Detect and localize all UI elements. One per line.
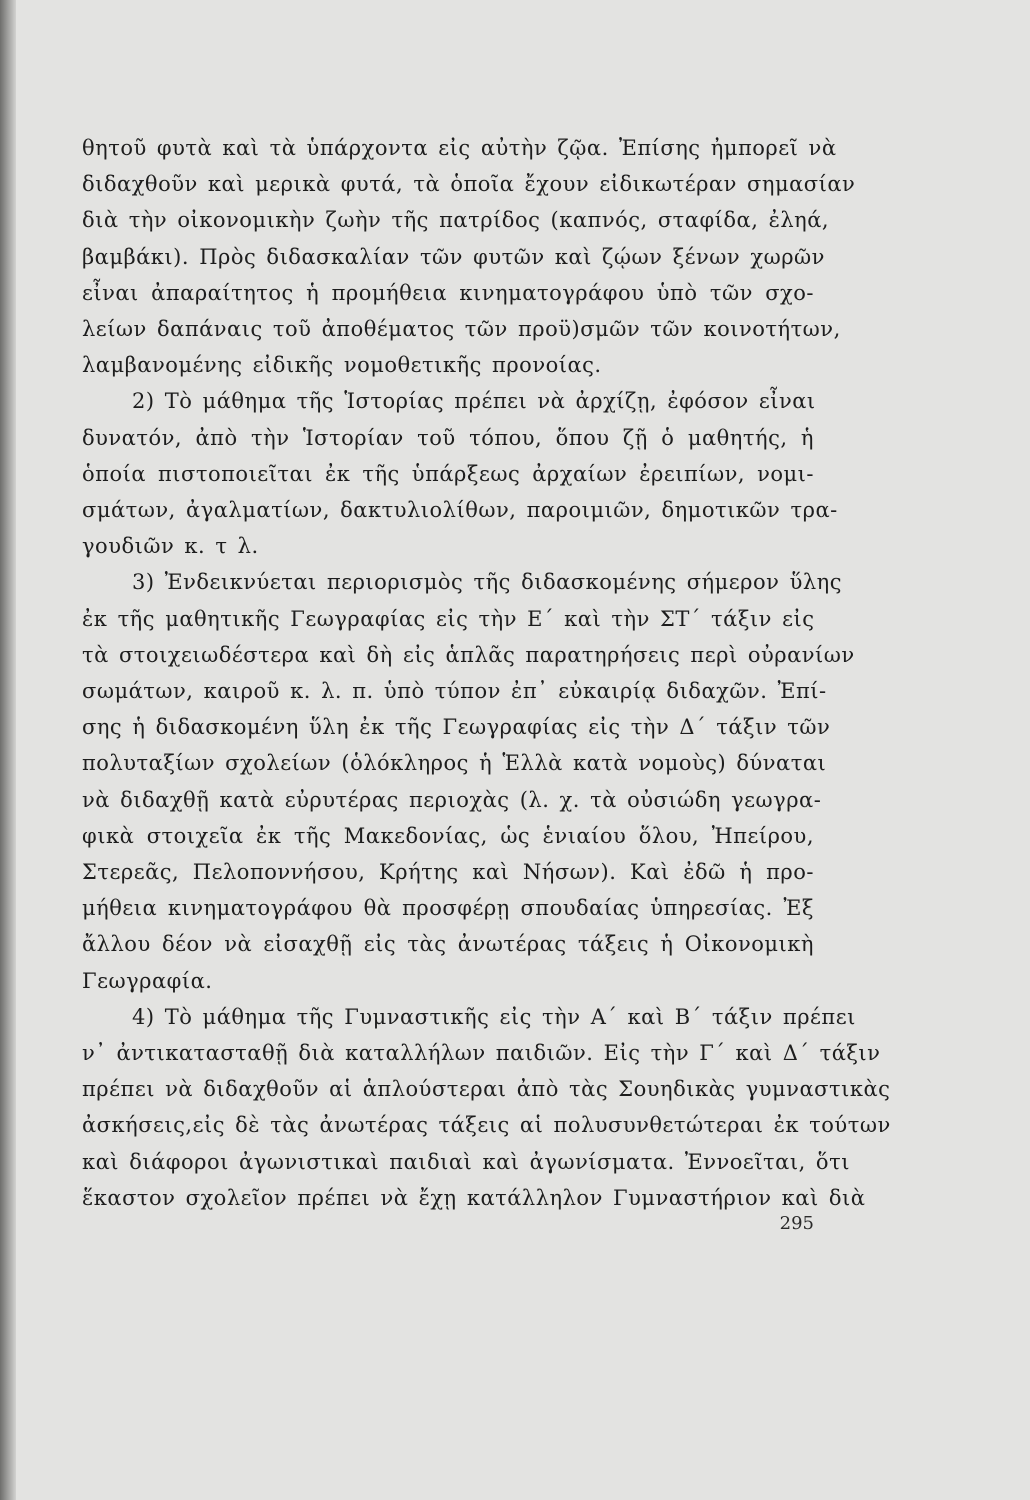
body-text [82,130,891,1216]
text-line: πολυταξίων σχολείων (ὁλόκληρος ἡ Ἑλλὰ κατὰ νομοὺς) δύναται [82,751,827,776]
text-line: ἄλλου δέον νὰ εἰσαχθῇ εἰς τὰς ἀνωτέρας τάξεις ἡ Οἰκονομικὴ [82,932,814,957]
text-line: ἐκ τῆς μαθητικῆς Γεωγραφίας εἰς τὴν Ε΄ καὶ τὴν ΣΤ΄ τάξιν εἰς [82,606,815,631]
text-line: μήθεια κινηματογράφου θὰ προσφέρῃ σπουδαίας ὑπηρεσίας. Ἐξ [82,896,814,921]
page-number: 295 [779,1213,814,1234]
text-line: διδαχθοῦν καὶ μερικὰ φυτά, τὰ ὁποῖα ἔχουν εἰδικωτέραν σημασίαν [82,172,856,197]
paragraph-gymnastics-start: 4) Τὸ μάθημα τῆς Γυμναστικῆς εἰς τὴν Α΄ καὶ Β΄ τάξιν πρέπει [132,1004,856,1029]
text-line: ἀσκήσεις,εἰς δὲ τὰς ἀνωτέρας τάξεις αἱ πολυσυνθετώτεραι ἐκ τούτων [82,1113,891,1138]
text-line: διὰ τὴν οἰκονομικὴν ζωὴν τῆς πατρίδος (καπνός, σταφίδα, ἐληά, [82,208,830,233]
text-line: θητοῦ φυτὰ καὶ τὰ ὑπάρχοντα εἰς αὐτὴν ζῷα. Ἐπίσης ἠμπορεῖ νὰ [82,136,837,160]
text-line: πρέπει νὰ διδαχθοῦν αἱ ἁπλούστεραι ἀπὸ τὰς Σουηδικὰς γυμναστικὰς [82,1077,891,1102]
binding-edge-shadow [0,0,16,1500]
text-line: βαμβάκι). Πρὸς διδασκαλίαν τῶν φυτῶν καὶ ζῴων ξένων χωρῶν [82,244,825,269]
text-line: φικὰ στοιχεῖα ἐκ τῆς Μακεδονίας, ὡς ἑνιαίου ὅλου, Ἠπείρου, [82,823,814,848]
text-line: δυνατόν, ἀπὸ τὴν Ἱστορίαν τοῦ τόπου, ὅπου ζῇ ὁ μαθητής, ἡ [82,425,814,450]
text-line: Στερεᾶς, Πελοποννήσου, Κρήτης καὶ Νήσων). Καὶ ἐδῶ ἡ προ- [82,860,814,885]
text-line: τὰ στοιχειωδέστερα καὶ δὴ εἰς ἁπλᾶς παρατηρήσεις περὶ οὐρανίων [82,642,855,667]
text-line: ἕκαστον σχολεῖον πρέπει νὰ ἔχῃ κατάλληλον Γυμναστήριον καὶ διὰ [82,1185,866,1210]
text-line: λείων δαπάναις τοῦ ἀποθέματος τῶν προϋ)σμῶν τῶν κοινοτήτων, [82,317,841,342]
paragraph-history-start: 2) Τὸ μάθημα τῆς Ἱστορίας πρέπει νὰ ἀρχίζῃ, ἐφόσον εἶναι [132,389,816,414]
text-line: καὶ διάφοροι ἀγωνιστικαὶ παιδιαὶ καὶ ἀγωνίσματα. Ἐννοεῖται, ὅτι [82,1149,850,1174]
text-line: Γεωγραφία. [82,968,213,993]
text-line: γουδιῶν κ. τ λ. [82,534,259,559]
text-line: σωμάτων, καιροῦ κ. λ. π. ὑπὸ τύπον ἐπ᾿ εὐκαιρίᾳ διδαχῶν. Ἐπί- [82,679,827,704]
paragraph-geography-start: 3) Ἐνδεικνύεται περιορισμὸς τῆς διδασκομένης σήμερον ὕλης [132,570,842,595]
text-line: λαμβανομένης εἰδικῆς νομοθετικῆς προνοίας. [82,353,602,378]
text-line: ν᾿ ἀντικατασταθῇ διὰ καταλλήλων παιδιῶν. Εἰς τὴν Γ΄ καὶ Δ΄ τάξιν [82,1041,881,1066]
text-line: σμάτων, ἀγαλματίων, δακτυλιολίθων, παροιμιῶν, δημοτικῶν τρα- [82,498,838,523]
text-line: ὁποία πιστοποιεῖται ἐκ τῆς ὑπάρξεως ἀρχαίων ἐρειπίων, νομι- [82,461,814,486]
text-line: σης ἡ διδασκομένη ὕλη ἐκ τῆς Γεωγραφίας εἰς τὴν Δ΄ τάξιν τῶν [82,715,831,740]
text-line: εἶναι ἀπαραίτητος ἡ προμήθεια κινηματογράφου ὑπὸ τῶν σχο- [82,280,814,305]
text-line: νὰ διδαχθῇ κατὰ εὐρυτέρας περιοχὰς (λ. χ. τὰ οὐσιώδη γεωγρα- [82,787,822,812]
